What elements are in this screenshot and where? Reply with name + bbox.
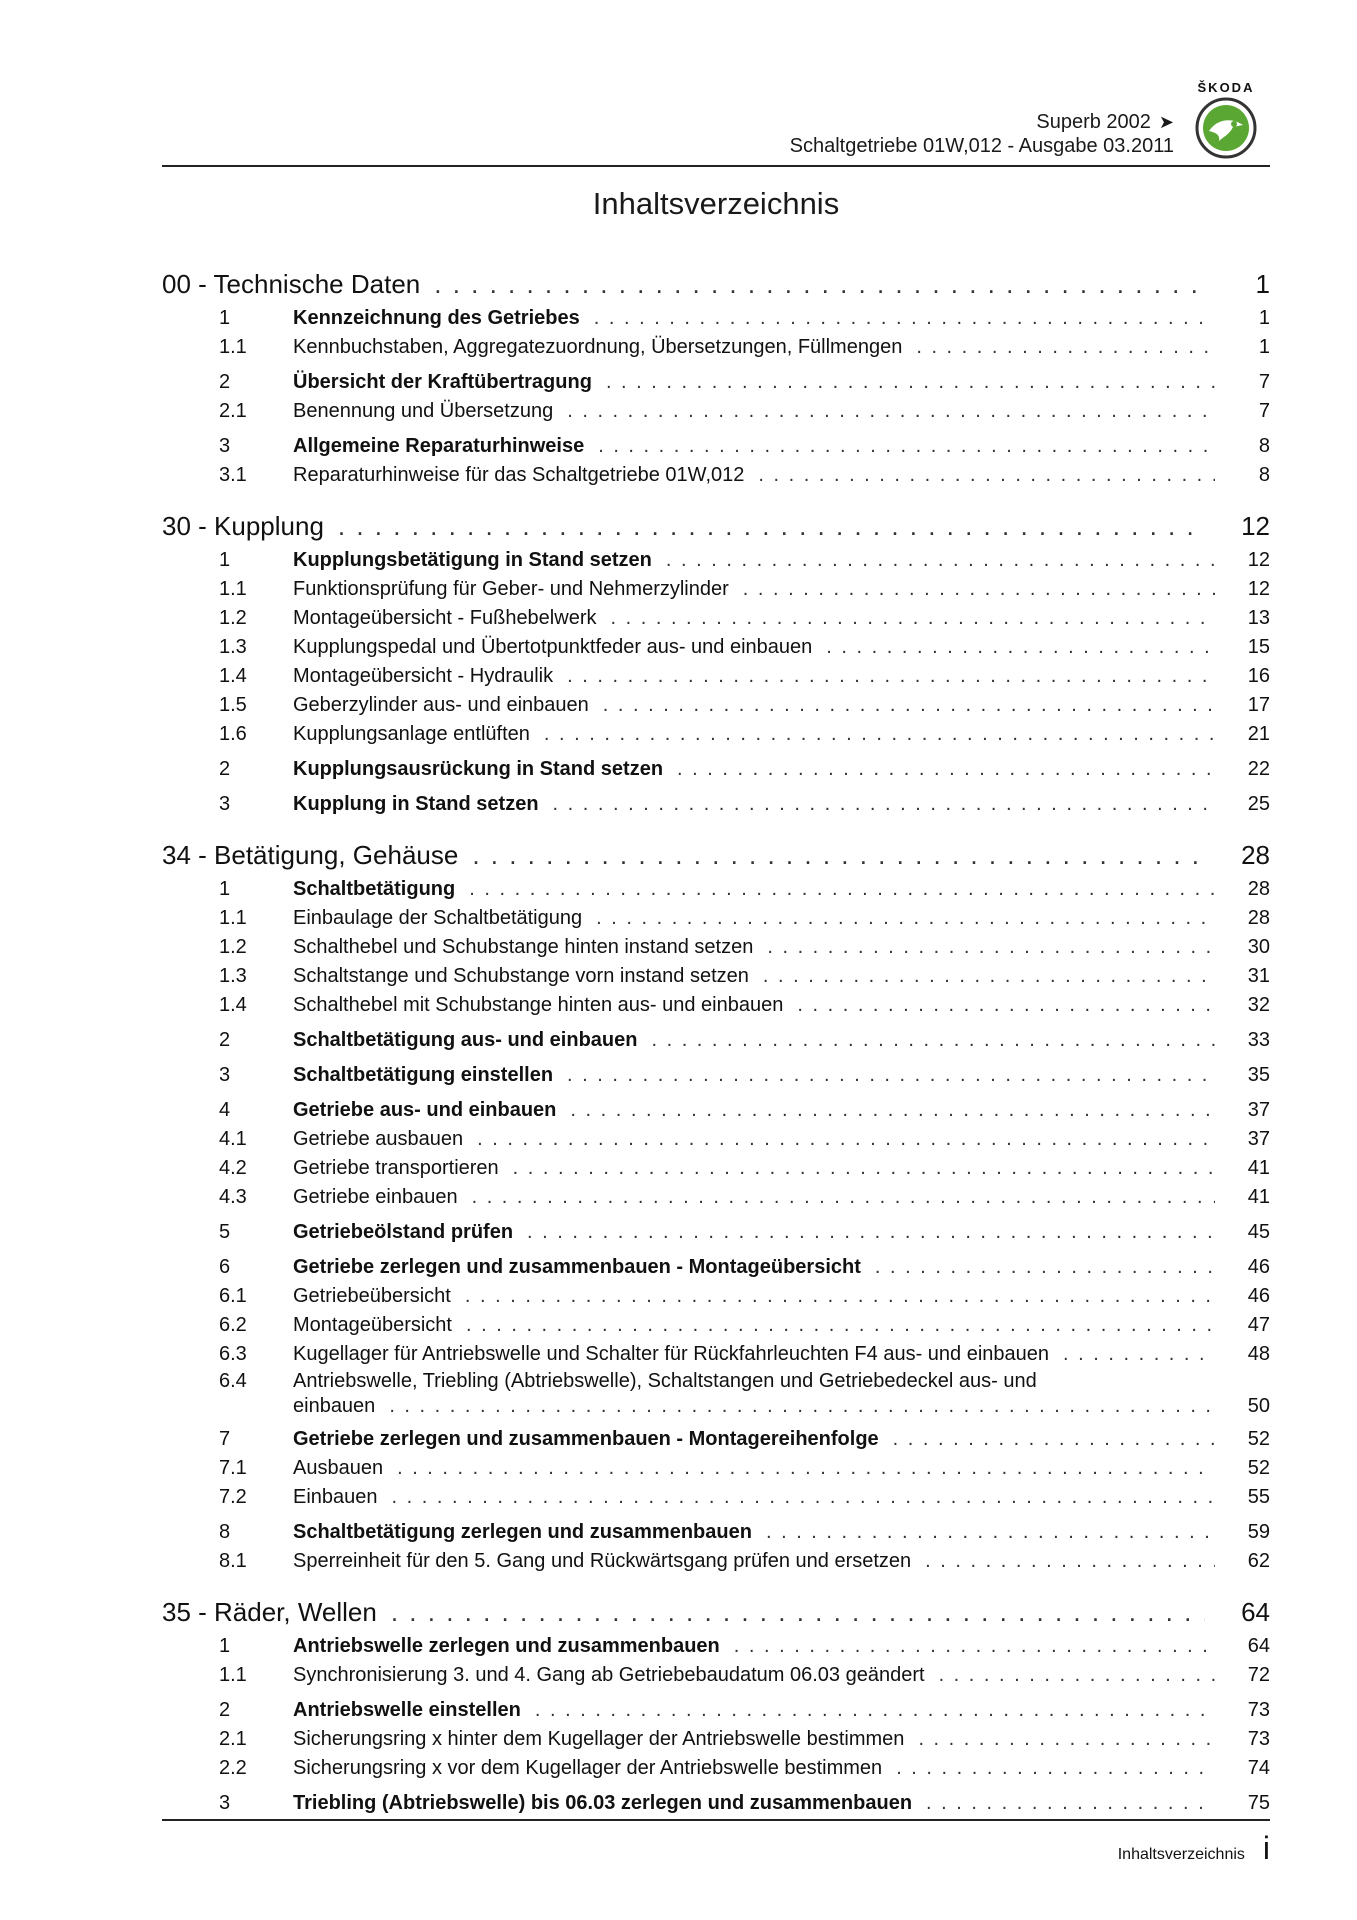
leader-dots	[598, 432, 1215, 461]
leader-dots	[916, 333, 1215, 362]
entry-page: 37	[1247, 1128, 1270, 1150]
toc-entry[interactable]	[162, 368, 1270, 397]
leader-dots	[389, 1394, 1215, 1419]
entry-title: Kugellager für Antriebswelle und Schalter für Rückfahrleuchten F4 aus- und einbauen	[293, 1343, 1050, 1365]
toc-entry[interactable]	[162, 991, 1270, 1020]
entry-title: Getriebe einbauen	[293, 1186, 458, 1208]
entry-title: Triebling (Abtriebswelle) bis 06.03 zerlegen und zusammenbauen	[293, 1792, 913, 1814]
leader-dots	[743, 575, 1215, 604]
entry-page: 62	[1247, 1550, 1270, 1572]
entry-page: 30	[1247, 936, 1270, 958]
leader-dots	[918, 1725, 1215, 1754]
toc-entry[interactable]	[162, 1311, 1270, 1340]
entry-number: 1.4	[219, 665, 247, 687]
entry-page: 72	[1247, 1664, 1270, 1686]
toc-section	[162, 835, 1270, 1576]
entry-title: Getriebe zerlegen und zusammenbauen - Montageübersicht	[293, 1256, 861, 1278]
model-name: Superb 2002	[1036, 111, 1151, 133]
toc-chapter-heading[interactable]	[162, 835, 1270, 875]
entry-page: 13	[1247, 607, 1270, 629]
entry-page: 46	[1247, 1285, 1270, 1307]
entry-page: 52	[1247, 1428, 1270, 1450]
leader-dots	[763, 962, 1215, 991]
entry-number: 2	[219, 1699, 231, 1721]
entry-number: 1.1	[219, 578, 247, 600]
leader-dots	[603, 691, 1215, 720]
leader-dots	[766, 1518, 1215, 1547]
entry-number: 1.1	[219, 336, 247, 358]
entry-title: Montageübersicht	[293, 1314, 452, 1336]
toc-entry[interactable]	[162, 304, 1270, 333]
leader-dots	[767, 933, 1215, 962]
toc-entry[interactable]	[162, 662, 1270, 691]
toc-entry[interactable]	[162, 1340, 1270, 1369]
leader-dots	[477, 1125, 1215, 1154]
entry-title: Sicherungsring x hinter dem Kugellager der Antriebswelle bestimmen	[293, 1728, 905, 1750]
leader-dots	[606, 368, 1215, 397]
toc-entry[interactable]	[162, 1154, 1270, 1183]
chapter-title: 00 - Technische Daten	[162, 269, 421, 299]
entry-number: 7.1	[219, 1457, 247, 1479]
entry-number: 2.2	[219, 1757, 247, 1779]
entry-title: Einbaulage der Schaltbetätigung	[293, 907, 583, 929]
entry-title: Kupplungspedal und Übertotpunktfeder aus- und einbauen	[293, 636, 813, 658]
entry-number: 4.1	[219, 1128, 247, 1150]
toc-entry[interactable]	[162, 962, 1270, 991]
entry-number: 3	[219, 793, 231, 815]
entry-title: Kupplungsbetätigung in Stand setzen	[293, 549, 652, 571]
toc-entry[interactable]	[162, 1026, 1270, 1055]
entry-title: Kennbuchstaben, Aggregatezuordnung, Übersetzungen, Füllmengen	[293, 336, 903, 358]
entry-title: Ausbauen	[293, 1457, 384, 1479]
entry-page: 48	[1247, 1343, 1270, 1365]
toc-entry[interactable]	[162, 1725, 1270, 1754]
entry-title: Getriebe aus- und einbauen	[293, 1099, 557, 1121]
entry-page: 35	[1247, 1064, 1270, 1086]
chapter-page: 28	[1241, 840, 1270, 870]
leader-dots	[875, 1253, 1215, 1282]
toc-entry[interactable]	[162, 604, 1270, 633]
entry-title: Schaltbetätigung einstellen	[293, 1064, 554, 1086]
entry-number: 3	[219, 1792, 231, 1814]
leader-dots	[610, 604, 1215, 633]
entry-page: 55	[1247, 1486, 1270, 1508]
leader-dots	[392, 1483, 1215, 1512]
entry-number: 1	[219, 549, 231, 571]
entry-number: 3	[219, 1064, 231, 1086]
toc-entry[interactable]	[162, 691, 1270, 720]
entry-number: 6.1	[219, 1285, 247, 1307]
toc-entry[interactable]	[162, 1696, 1270, 1725]
leader-dots	[567, 1061, 1215, 1090]
leader-dots	[466, 1311, 1215, 1340]
entry-title: Antriebswelle, Triebling (Abtriebswelle), Schaltstangen und Getriebedeckel aus- und	[293, 1370, 1037, 1392]
entry-number: 1.2	[219, 936, 247, 958]
leader-dots	[391, 1592, 1205, 1632]
leader-dots	[553, 790, 1215, 819]
entry-page: 75	[1247, 1792, 1270, 1814]
toc-entry[interactable]	[162, 1661, 1270, 1690]
leader-dots	[397, 1454, 1215, 1483]
entry-page: 1	[1258, 336, 1270, 358]
chapter-page: 64	[1241, 1597, 1270, 1627]
chapter-page: 1	[1255, 269, 1270, 299]
toc-entry[interactable]	[162, 1218, 1270, 1247]
leader-dots	[893, 1425, 1215, 1454]
toc-entry[interactable]	[162, 575, 1270, 604]
entry-title: Montageübersicht - Fußhebelwerk	[293, 607, 597, 629]
entry-number: 6.2	[219, 1314, 247, 1336]
entry-number: 3	[219, 435, 231, 457]
chapter-title: 34 - Betätigung, Gehäuse	[162, 840, 459, 870]
entry-page: 22	[1247, 758, 1270, 780]
entry-page: 12	[1247, 549, 1270, 571]
toc-entry[interactable]	[162, 790, 1270, 819]
skoda-logo-icon	[1195, 97, 1257, 159]
entry-number: 8	[219, 1521, 231, 1543]
entry-page: 32	[1247, 994, 1270, 1016]
entry-title: Geberzylinder aus- und einbauen	[293, 694, 589, 716]
brand-name: ŠKODA	[1197, 80, 1255, 95]
entry-title: Schaltbetätigung aus- und einbauen	[293, 1029, 638, 1051]
entry-page: 21	[1247, 723, 1270, 745]
entry-number: 1	[219, 1635, 231, 1657]
entry-page: 7	[1258, 400, 1270, 422]
entry-title: Antriebswelle zerlegen und zusammenbauen	[293, 1635, 720, 1657]
entry-page: 52	[1247, 1457, 1270, 1479]
entry-number: 1.1	[219, 907, 247, 929]
entry-number: 1.3	[219, 965, 247, 987]
entry-page: 59	[1247, 1521, 1270, 1543]
entry-number: 5	[219, 1221, 231, 1243]
leader-dots	[677, 755, 1215, 784]
entry-page: 64	[1247, 1635, 1270, 1657]
leader-dots	[925, 1547, 1215, 1576]
leader-dots	[472, 835, 1205, 875]
entry-title: Kupplung in Stand setzen	[293, 793, 539, 815]
entry-title: Kennzeichnung des Getriebes	[293, 307, 580, 329]
entry-page: 8	[1258, 464, 1270, 486]
leader-dots	[535, 1696, 1215, 1725]
toc-entry[interactable]	[162, 1425, 1270, 1454]
toc-chapter-heading[interactable]	[162, 264, 1270, 304]
entry-number: 1.4	[219, 994, 247, 1016]
toc-section	[162, 1592, 1270, 1818]
toc-entry[interactable]	[162, 461, 1270, 490]
entry-title: Funktionsprüfung für Geber- und Nehmerzylinder	[293, 578, 729, 600]
toc-entry[interactable]	[162, 1483, 1270, 1512]
footer-page-number: i	[1262, 1830, 1270, 1866]
entry-page: 8	[1258, 435, 1270, 457]
entry-number: 3.1	[219, 464, 247, 486]
brand-block	[1188, 80, 1264, 159]
toc-entry[interactable]	[162, 397, 1270, 426]
entry-title: Getriebe zerlegen und zusammenbauen - Montagereihenfolge	[293, 1428, 879, 1450]
toc-entry[interactable]	[162, 1518, 1270, 1547]
header-text	[790, 110, 1174, 158]
leader-dots	[567, 397, 1215, 426]
toc-entry[interactable]	[162, 1253, 1270, 1282]
entry-number: 1.5	[219, 694, 247, 716]
leader-dots	[544, 720, 1215, 749]
leader-dots	[734, 1632, 1215, 1661]
entry-title: Schaltstange und Schubstange vorn instand setzen	[293, 965, 749, 987]
entry-number: 1.6	[219, 723, 247, 745]
toc-entry[interactable]	[162, 1183, 1270, 1212]
toc-section	[162, 264, 1270, 490]
toc-entry[interactable]	[162, 755, 1270, 784]
entry-page: 45	[1247, 1221, 1270, 1243]
entry-page: 73	[1247, 1699, 1270, 1721]
entry-number: 4	[219, 1099, 231, 1121]
entry-number: 1.3	[219, 636, 247, 658]
leader-dots	[758, 461, 1215, 490]
entry-number: 4.3	[219, 1186, 247, 1208]
leader-dots	[472, 1183, 1215, 1212]
leader-dots	[594, 304, 1215, 333]
leader-dots	[666, 546, 1215, 575]
entry-number: 2	[219, 1029, 231, 1051]
entry-number: 7.2	[219, 1486, 247, 1508]
entry-title: Kupplungsanlage entlüften	[293, 723, 530, 745]
toc-entry[interactable]	[162, 1454, 1270, 1483]
toc-entry[interactable]	[162, 1096, 1270, 1125]
leader-dots	[469, 875, 1215, 904]
entry-number: 8.1	[219, 1550, 247, 1572]
entry-number: 2	[219, 758, 231, 780]
entry-page: 12	[1247, 578, 1270, 600]
entry-number: 2	[219, 371, 231, 393]
leader-dots	[567, 662, 1215, 691]
toc-entry[interactable]	[162, 1754, 1270, 1783]
toc-entry[interactable]	[162, 1547, 1270, 1576]
entry-title: Getriebe ausbauen	[293, 1128, 464, 1150]
leader-dots	[465, 1282, 1215, 1311]
entry-title: Reparaturhinweise für das Schaltgetriebe 01W,012	[293, 464, 745, 486]
leader-dots	[527, 1218, 1215, 1247]
toc-entry[interactable]	[162, 1632, 1270, 1661]
table-of-contents	[162, 264, 1270, 1834]
header-rule	[162, 165, 1270, 167]
toc-entry[interactable]	[162, 1061, 1270, 1090]
toc-entry[interactable]	[162, 720, 1270, 749]
leader-dots	[1063, 1340, 1215, 1369]
entry-number: 2.1	[219, 1728, 247, 1750]
entry-page: 25	[1247, 793, 1270, 815]
entry-page: 73	[1247, 1728, 1270, 1750]
leader-dots	[926, 1789, 1215, 1818]
entry-page: 37	[1247, 1099, 1270, 1121]
entry-page: 50	[1247, 1395, 1270, 1417]
entry-page: 47	[1247, 1314, 1270, 1336]
entry-title: Schalthebel mit Schubstange hinten aus- und einbauen	[293, 994, 784, 1016]
toc-entry[interactable]	[162, 1789, 1270, 1818]
entry-number: 1.1	[219, 1664, 247, 1686]
entry-title: Allgemeine Reparaturhinweise	[293, 435, 585, 457]
entry-number: 6.4	[219, 1370, 247, 1392]
footer-label: Inhaltsverzeichnis	[1117, 1846, 1245, 1863]
entry-number: 2.1	[219, 400, 247, 422]
entry-page: 74	[1247, 1757, 1270, 1779]
chapter-page: 12	[1241, 511, 1270, 541]
entry-page: 15	[1247, 636, 1270, 658]
leader-dots	[570, 1096, 1215, 1125]
entry-number: 6	[219, 1256, 231, 1278]
page-title: Inhaltsverzeichnis	[592, 186, 840, 221]
leader-dots	[434, 264, 1205, 304]
entry-number: 4.2	[219, 1157, 247, 1179]
entry-title: Synchronisierung 3. und 4. Gang ab Getriebebaudatum 06.03 geändert	[293, 1664, 925, 1686]
entry-page: 16	[1247, 665, 1270, 687]
header-subtitle: Schaltgetriebe 01W,012 - Ausgabe 03.2011	[789, 135, 1174, 157]
entry-title: Montageübersicht - Hydraulik	[293, 665, 554, 687]
entry-page: 41	[1247, 1157, 1270, 1179]
toc-entry[interactable]	[162, 432, 1270, 461]
entry-title: Benennung und Übersetzung	[293, 400, 554, 422]
entry-title: Sperreinheit für den 5. Gang und Rückwärtsgang prüfen und ersetzen	[293, 1550, 912, 1572]
entry-number: 6.3	[219, 1343, 247, 1365]
entry-title: Getriebe transportieren	[293, 1157, 499, 1179]
toc-entry[interactable]	[162, 333, 1270, 362]
page-header	[162, 70, 1270, 166]
toc-entry[interactable]	[162, 546, 1270, 575]
entry-title: Schalthebel und Schubstange hinten instand setzen	[293, 936, 754, 958]
entry-page: 17	[1247, 694, 1270, 716]
entry-page: 46	[1247, 1256, 1270, 1278]
entry-page: 33	[1247, 1029, 1270, 1051]
leader-dots	[338, 506, 1205, 546]
entry-number: 1	[219, 307, 231, 329]
entry-title: Einbauen	[293, 1486, 378, 1508]
entry-page: 1	[1258, 307, 1270, 329]
toc-entry[interactable]	[162, 1125, 1270, 1154]
arrow-right-icon: ➤	[1158, 112, 1174, 132]
chapter-title: 35 - Räder, Wellen	[162, 1597, 377, 1627]
entry-title: Schaltbetätigung zerlegen und zusammenbauen	[293, 1521, 752, 1543]
leader-dots	[939, 1661, 1215, 1690]
entry-page: 28	[1247, 907, 1270, 929]
toc-section	[162, 506, 1270, 819]
entry-number: 1	[219, 878, 231, 900]
toc-entry[interactable]	[162, 933, 1270, 962]
entry-page: 7	[1258, 371, 1270, 393]
toc-chapter-heading[interactable]	[162, 506, 1270, 546]
entry-number: 1.2	[219, 607, 247, 629]
entry-page: 28	[1247, 878, 1270, 900]
leader-dots	[513, 1154, 1215, 1183]
entry-page: 31	[1247, 965, 1270, 987]
toc-entry[interactable]	[162, 904, 1270, 933]
toc-entry[interactable]	[162, 633, 1270, 662]
leader-dots	[797, 991, 1215, 1020]
toc-chapter-heading[interactable]	[162, 1592, 1270, 1632]
entry-title: Getriebeübersicht	[293, 1285, 451, 1307]
leader-dots	[826, 633, 1215, 662]
entry-title: Kupplungsausrückung in Stand setzen	[293, 758, 664, 780]
page-footer	[1118, 1830, 1270, 1867]
leader-dots	[896, 1754, 1215, 1783]
entry-title: Antriebswelle einstellen	[293, 1699, 521, 1721]
footer-rule	[162, 1819, 1270, 1821]
toc-entry[interactable]	[162, 875, 1270, 904]
entry-title-continued: einbauen	[293, 1395, 376, 1417]
entry-title: Übersicht der Kraftübertragung	[293, 371, 592, 393]
entry-title: Schaltbetätigung	[293, 878, 456, 900]
entry-title: Getriebeölstand prüfen	[293, 1221, 514, 1243]
entry-number: 7	[219, 1428, 231, 1450]
leader-dots	[651, 1026, 1215, 1055]
toc-entry[interactable]	[162, 1282, 1270, 1311]
toc-entry[interactable]	[162, 1369, 1270, 1419]
entry-title: Sicherungsring x vor dem Kugellager der Antriebswelle bestimmen	[293, 1757, 883, 1779]
leader-dots	[596, 904, 1215, 933]
chapter-title: 30 - Kupplung	[162, 511, 324, 541]
entry-page: 41	[1247, 1186, 1270, 1208]
